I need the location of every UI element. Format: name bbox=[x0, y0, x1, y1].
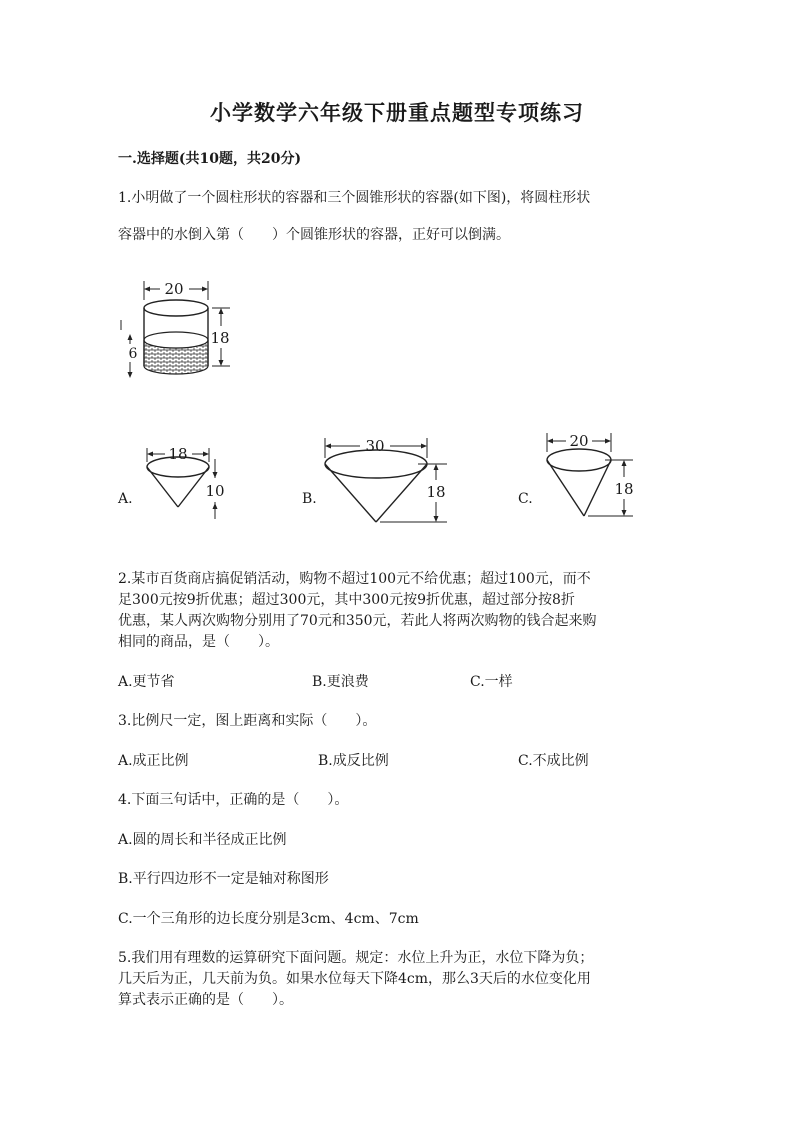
q1-option-b[interactable]: B. bbox=[302, 491, 317, 507]
q1-line-1: 1.小明做了一个圆柱形状的容器和三个圆锥形状的容器(如下图)，将圆柱形状 bbox=[118, 190, 591, 206]
q1-option-c[interactable]: C. bbox=[518, 491, 533, 507]
cone-a-height-label: 10 bbox=[205, 482, 225, 500]
q2-option-a[interactable]: A.更节省 bbox=[118, 674, 175, 690]
q3-option-b[interactable]: B.成反比例 bbox=[318, 753, 389, 769]
q4-option-b[interactable]: B.平行四边形不一定是轴对称图形 bbox=[118, 871, 329, 887]
q4-option-c[interactable]: C.一个三角形的边长度分别是3cm、4cm、7cm bbox=[118, 911, 419, 927]
q3-option-c[interactable]: C.不成比例 bbox=[518, 753, 589, 769]
page-title: 小学数学六年级下册重点题型专项练习 bbox=[210, 100, 584, 125]
cone-b-height-label: 18 bbox=[426, 483, 446, 501]
q2-option-c[interactable]: C.一样 bbox=[470, 674, 513, 690]
q5-line-2: 几天后为正，几天前为负。如果水位每天下降4cm，那么3天后的水位变化用 bbox=[118, 971, 591, 987]
q2-line-1: 2.某市百货商店搞促销活动，购物不超过100元不给优惠；超过100元，而不 bbox=[118, 571, 591, 587]
cone-a-figure bbox=[147, 445, 225, 519]
q2-line-4: 相同的商品，是（ ）。 bbox=[118, 634, 279, 650]
q4-option-a[interactable]: A.圆的周长和半径成正比例 bbox=[118, 832, 287, 848]
cylinder-figure bbox=[121, 280, 230, 378]
cone-c-height-label: 18 bbox=[614, 480, 634, 498]
cone-c-diameter-label: 20 bbox=[569, 432, 589, 450]
q2-line-3: 优惠，某人两次购物分别用了70元和350元，若此人将两次购物的钱合起来购 bbox=[118, 613, 597, 629]
q5-line-3: 算式表示正确的是（ ）。 bbox=[118, 992, 293, 1008]
q3-option-a[interactable]: A.成正比例 bbox=[118, 753, 189, 769]
q2-line-2: 足300元按9折优惠；超过300元，其中300元按9折优惠，超过部分按8折 bbox=[118, 592, 575, 608]
q1-figures bbox=[0, 0, 794, 540]
q5-line-1: 5.我们用有理数的运算研究下面问题。规定：水位上升为正，水位下降为负； bbox=[118, 950, 594, 966]
cone-b-diameter-label: 30 bbox=[365, 437, 385, 455]
cylinder-diameter-label: 20 bbox=[164, 280, 184, 298]
q1-line-2: 容器中的水倒入第（ ）个圆锥形状的容器，正好可以倒满。 bbox=[118, 227, 510, 243]
q2-option-b[interactable]: B.更浪费 bbox=[312, 674, 369, 690]
cone-a-diameter-label: 18 bbox=[168, 445, 188, 463]
q1-option-a[interactable]: A. bbox=[118, 491, 133, 507]
q3-text: 3.比例尺一定，图上距离和实际（ ）。 bbox=[118, 713, 377, 729]
cone-b-figure bbox=[325, 437, 447, 522]
cylinder-height-label: 18 bbox=[210, 329, 230, 347]
cone-c-figure bbox=[547, 432, 634, 516]
cylinder-water-label: 6 bbox=[128, 346, 138, 362]
q4-text: 4.下面三句话中，正确的是（ ）。 bbox=[118, 792, 349, 808]
section-heading: 一.选择题(共10题，共20分) bbox=[118, 151, 302, 167]
